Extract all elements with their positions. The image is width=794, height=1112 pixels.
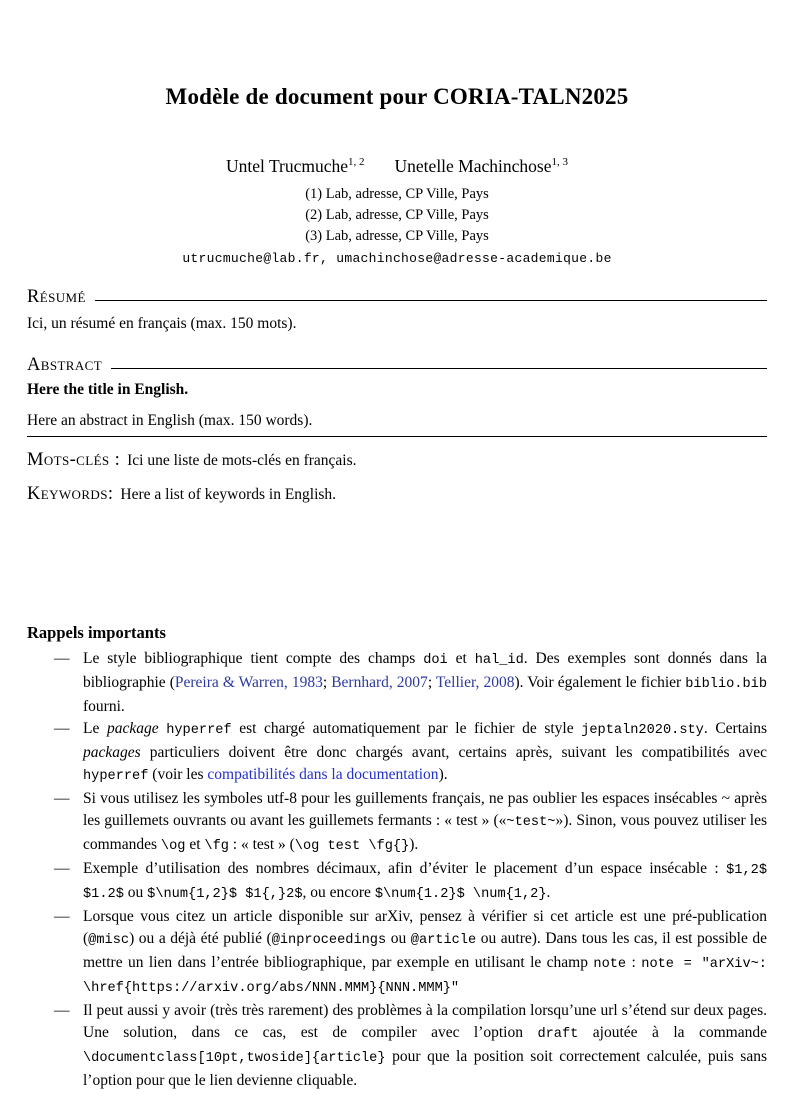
list-item [27,858,767,906]
author-2-name: Unetelle Machinchose [394,156,552,176]
text-segment: biblio.bib [685,677,768,692]
text-segment: . [546,884,551,901]
text-segment: @misc [88,933,130,948]
text-segment: ; [322,674,332,691]
rappels-heading: Rappels importants [27,623,166,642]
dash-marker: — [54,1002,70,1019]
affiliations-block [27,184,767,247]
text-segment: hal_id [474,653,524,668]
keywords-text: Here a list of keywords in English. [120,486,337,503]
text-segment: . Des exemples sont donnés dans la bibliographie ( [83,650,767,691]
paper-title: Modèle de document pour CORIA-TALN2025 [165,84,629,109]
motscles-text: Ici une liste de mots-clés en français. [127,452,357,469]
text-segment: et [447,650,475,667]
list-item-text [83,718,767,788]
list-item [27,788,767,858]
dash-marker: — [54,650,70,667]
text-segment: ou autre). Dans tous les cas, il est possible de mettre un lien dans l’entrée bibliographique, par exemple en utilisant le champ [83,930,768,971]
affiliation-3: (3) Lab, adresse, CP Ville, Pays [305,228,489,244]
text-segment: Il peut aussi y avoir (très très rarement) des problèmes à la compilation lorsqu’une url s’étend sur deux pages. Une solution, dans ce cas, est de compiler avec l’option [83,1002,767,1041]
affiliation-1: (1) Lab, adresse, CP Ville, Pays [305,186,489,202]
text-segment: ). [409,836,419,853]
text-segment: ). [438,766,448,783]
text-segment: , ou encore [302,884,375,901]
text-segment: fourni. [83,698,125,715]
list-item [27,648,767,718]
text-segment: jeptaln2020.sty [581,723,704,738]
text-segment: Le [83,720,107,737]
abstract-english-title: Here the title in English. [27,381,189,398]
text-segment: pour que la position soit correctement calculée, puis sans l’option pour que le lien devienne cliquable. [83,1048,767,1089]
list-item [27,718,767,788]
text-segment: »). Sinon, vous pouvez utiliser les commandes [83,812,767,853]
text-segment: Si vous utilisez les symboles utf-8 pour les guillements français, ne pas oublier les espaces insécables ~ après les guillemets ouvrants ou avant les guillemets fermants : « test » (« [83,790,767,829]
dash-marker: — [54,790,70,807]
text-segment: note = "arXiv~: \href{https://arxiv.org/abs/NNN.MMM}{NNN.MMM}" [83,957,767,996]
citation-link[interactable]: Pereira & Warren, 1983 [174,674,323,691]
hyperlink[interactable]: compatibilités dans la documentation [207,766,439,783]
text-segment: : « test » ( [228,836,295,853]
abstract-block [27,381,767,437]
text-segment: ou [123,884,148,901]
text-segment: hyperref [166,723,232,738]
abstract-label: Abstract [27,355,103,375]
text-segment: packages [83,744,141,761]
resume-label: Résumé [27,287,86,307]
text-segment: $\num{1,2}$ $1{,}2$ [147,887,303,902]
text-segment: : [626,954,642,971]
text-segment: ; [427,674,436,691]
dash-marker: — [54,908,70,925]
text-segment: doi [423,653,448,668]
text-segment: Le style bibliographique tient compte des champs [83,650,424,667]
affiliation-2: (2) Lab, adresse, CP Ville, Pays [305,207,489,223]
text-segment: \og [160,839,186,854]
text-segment: Exemple d’utilisation des nombres décimaux, afin d’éviter le placement d’un espace insécable : [83,860,727,877]
text-segment: est chargé automatiquement par le fichier de style [231,720,582,737]
text-segment: . Certains [703,720,767,737]
resume-rule [95,300,767,301]
resume-text: Ici, un résumé en français (max. 150 mots). [27,315,297,332]
rappels-list [27,648,767,1092]
keywords-label: Keywords: [27,484,114,504]
text-segment: (voir les [148,766,208,783]
text-segment: hyperref [83,769,149,784]
dash-marker: — [54,720,70,737]
text-segment: package [106,720,159,737]
abstract-rule [111,368,767,369]
text-segment: ajoutée à la commande [578,1024,767,1041]
text-segment: ou [386,930,411,947]
author-1-name: Untel Trucmuche [226,156,349,176]
author-2 [395,156,568,176]
text-segment: et [185,836,205,853]
list-item-text [83,906,767,1000]
text-segment: ~test~ [506,815,556,830]
text-segment: @inproceedings [271,933,387,948]
text-segment: $1,2$ $1.2$ [83,863,767,902]
motscles-label: Mots-clés : [27,450,121,470]
author-1 [226,156,365,176]
list-item-text [83,648,767,718]
list-item-text [83,1000,767,1092]
author-emails[interactable]: utrucmuche@lab.fr, umachinchose@adresse-academique.be [182,251,612,266]
text-segment: \documentclass[10pt,twoside]{article} [83,1051,386,1066]
list-item-text [83,788,767,858]
list-item [27,1000,767,1092]
keywords-line [27,484,767,505]
text-segment: $\num{1.2}$ \num{1,2} [374,887,547,902]
citation-link[interactable]: Tellier, 2008 [435,674,515,691]
citation-link[interactable]: Bernhard, 2007 [331,674,428,691]
resume-section-header [27,287,767,308]
text-segment: @article [410,933,477,948]
text-segment: ) ou a déjà été publié ( [129,930,272,947]
text-segment: Lorsque vous citez un article disponible sur arXiv, pensez à vérifier si cet article est une pré-publication ( [83,908,767,947]
list-item-text [83,858,767,906]
abstract-section-header [27,355,767,376]
text-segment: particuliers doivent être donc chargés avant, certains après, suivant les compatibilités avec [140,744,767,761]
text-segment: ). Voir également le fichier [514,674,686,691]
abstract-text: Here an abstract in English (max. 150 words). [27,412,313,429]
text-segment: note [593,957,627,972]
authors-line [27,156,767,177]
list-item [27,906,767,1000]
motscles-line [27,450,767,471]
text-segment: \fg [204,839,229,854]
text-segment: \og test \fg{} [294,839,410,854]
author-2-affiliation-marks: 1, 3 [551,156,568,169]
text-segment: draft [537,1027,579,1042]
author-1-affiliation-marks: 1, 2 [348,156,365,169]
dash-marker: — [54,860,70,877]
